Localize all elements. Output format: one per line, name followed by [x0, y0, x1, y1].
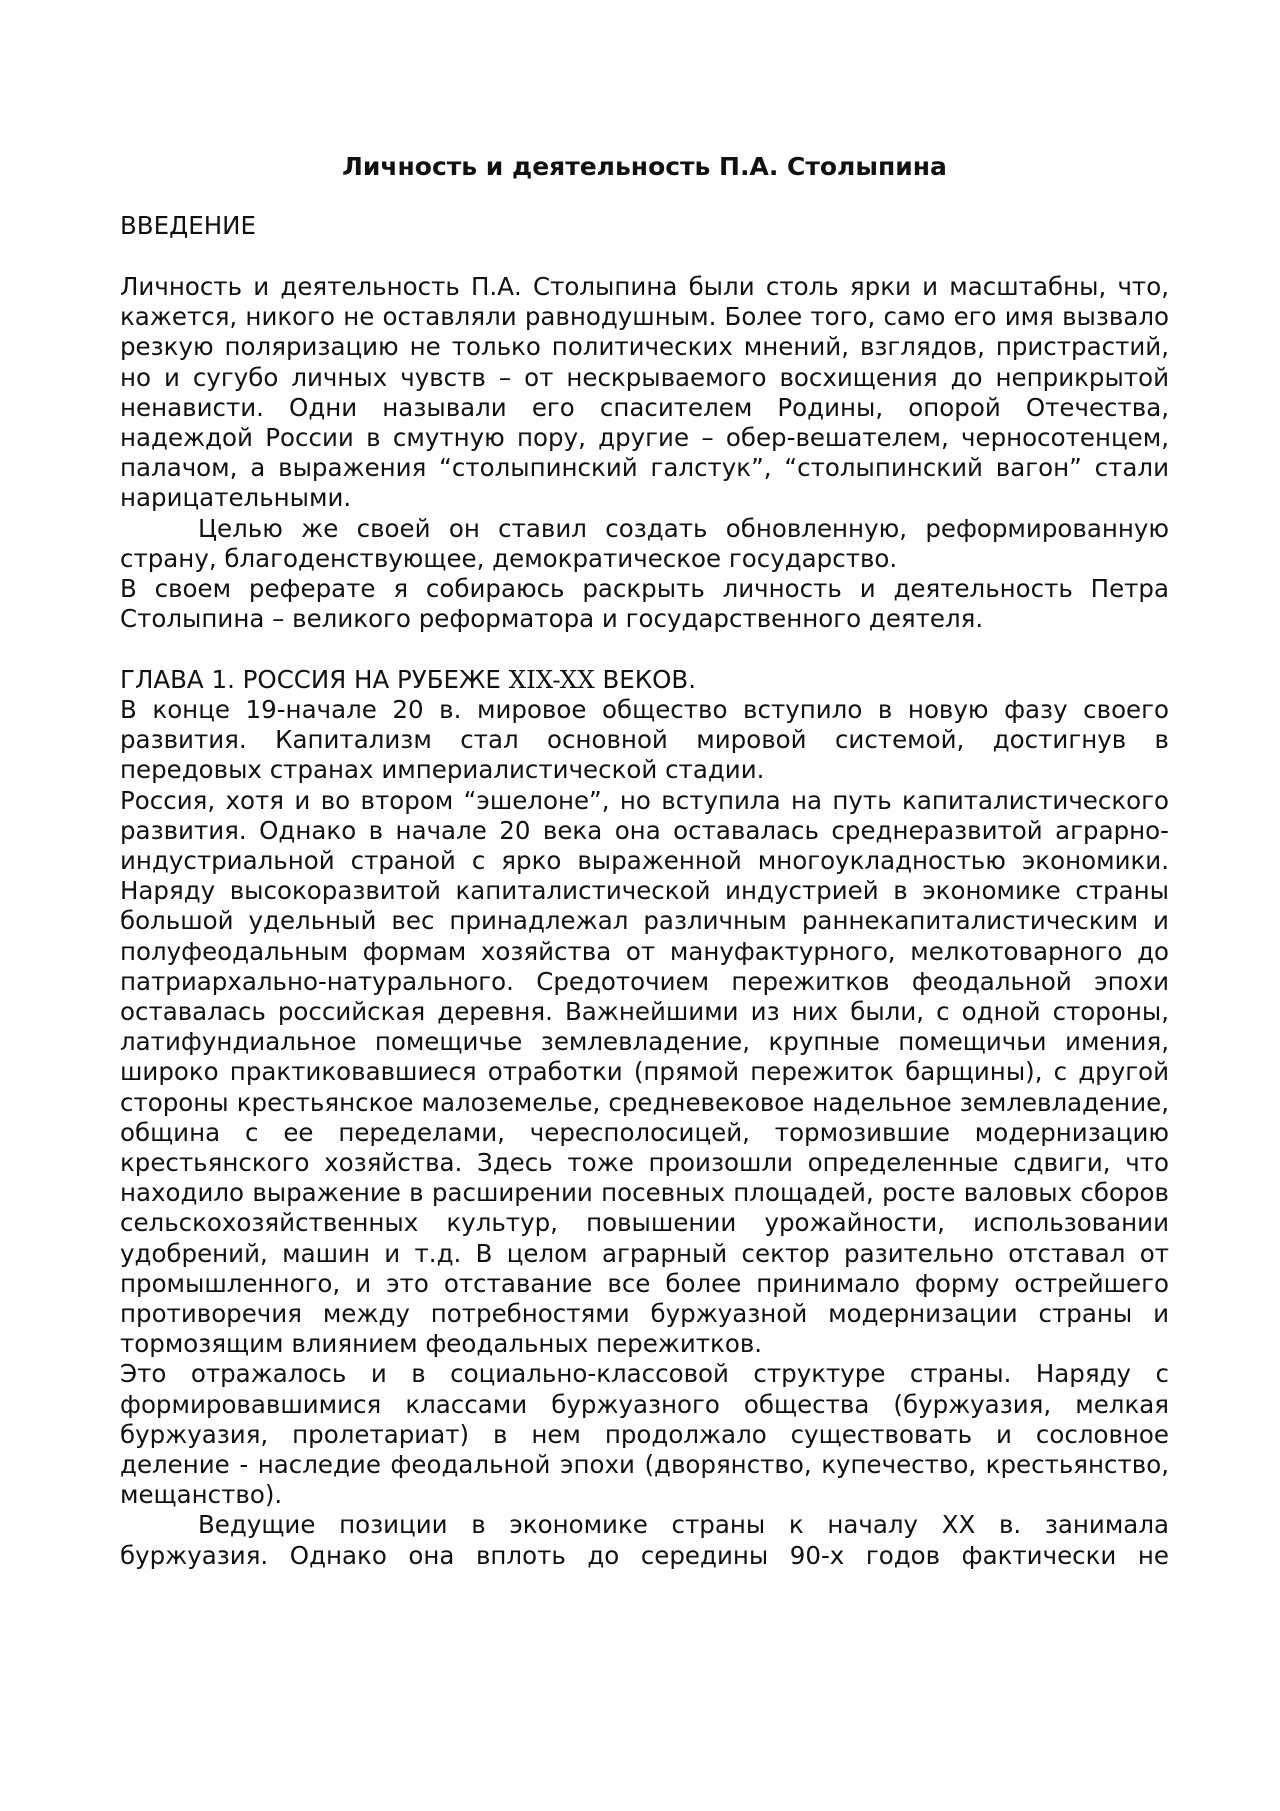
chapter1-paragraph-1: В конце 19-начале 20 в. мировое общество вступило в новую фазу своего развития. Капитализм стал основной мировой системой, достигнув в передовых странах империалистической стадии.	[120, 695, 1169, 785]
chapter1-heading	[120, 665, 696, 695]
intro-paragraph-3: В своем реферате я собираюсь раскрыть личность и деятельность Петра Столыпина – великого реформатора и государственного деятеля.	[120, 574, 1169, 634]
intro-paragraph-2: Целью же своей он ставил создать обновленную, реформированную страну, благоденствующее, демократическое государство.	[120, 513, 1169, 573]
chapter1-heading-prefix: ГЛАВА 1. РОССИЯ НА РУБЕЖЕ	[120, 665, 509, 694]
intro-section	[120, 272, 1169, 634]
chapter1-paragraph-4: Ведущие позиции в экономике страны к началу XX в. занимала буржуазия. Однако она вплоть до середины 90-х годов фактически не	[120, 1510, 1169, 1570]
chapter1-paragraph-2: Россия, хотя и во втором “эшелоне”, но вступила на путь капиталистического развития. Однако в начале 20 века она оставалась среднеразвитой аграрно-индустриальной страной с ярко выраженной многоукладностью экономики. Наряду высокоразвитой капиталистической индустрией в экономике страны большой удельный вес принадлежал различным раннекапиталистическим и полуфеодальным формам хозяйства от мануфактурного, мелкотоварного до патриархально-натурального. Средоточием пережитков феодальной эпохи оставалась российская деревня. Важнейшими из них были, с одной стороны, латифундиальное помещичье землевладение, крупные помещичьи имения, широко практиковавшиеся отработки (прямой пережиток барщины), с другой стороны крестьянское малоземелье, средневековое надельное землевладение, община с ее переделами, чересполосицей, тормозившие модернизацию крестьянского хозяйства. Здесь тоже произошли определенные сдвиги, что находило выражение в расширении посевных площадей, росте валовых сборов сельскохозяйственных культур, повышении урожайности, использовании удобрений, машин и т.д. В целом аграрный сектор разительно отставал от промышленного, и это отставание все более принимало форму острейшего противоречия между потребностями буржуазной модернизации страны и тормозящим влиянием феодальных пережитков.	[120, 785, 1169, 1359]
chapter1-paragraph-3: Это отражалось и в социально-классовой структуре страны. Наряду с формировавшимися классами буржуазного общества (буржуазия, мелкая буржуазия, пролетариат) в нем продолжало существовать и сословное деление - наследие феодальной эпохи (дворянство, купечество, крестьянство, мещанство).	[120, 1359, 1169, 1510]
document-title: Личность и деятельность П.А. Столыпина	[342, 152, 947, 181]
intro-heading: ВВЕДЕНИЕ	[120, 211, 256, 240]
chapter1-heading-suffix: ВЕКОВ.	[594, 665, 697, 694]
chapter1-section	[120, 695, 1169, 1571]
chapter1-heading-roman: XIX-XX	[508, 665, 595, 694]
intro-paragraph-1: Личность и деятельность П.А. Столыпина были столь ярки и масштабны, что, кажется, никого не оставляли равнодушным. Более того, само его имя вызвало резкую поляризацию не только политических мнений, взглядов, пристрастий, но и сугубо личных чувств – от нескрываемого восхищения до неприкрытой ненависти. Одни называли его спасителем Родины, опорой Отечества, надеждой России в смутную пору, другие – обер-вешателем, черносотенцем, палачом, а выражения “столыпинский галстук”, “столыпинский вагон” стали нарицательными.	[120, 272, 1169, 513]
